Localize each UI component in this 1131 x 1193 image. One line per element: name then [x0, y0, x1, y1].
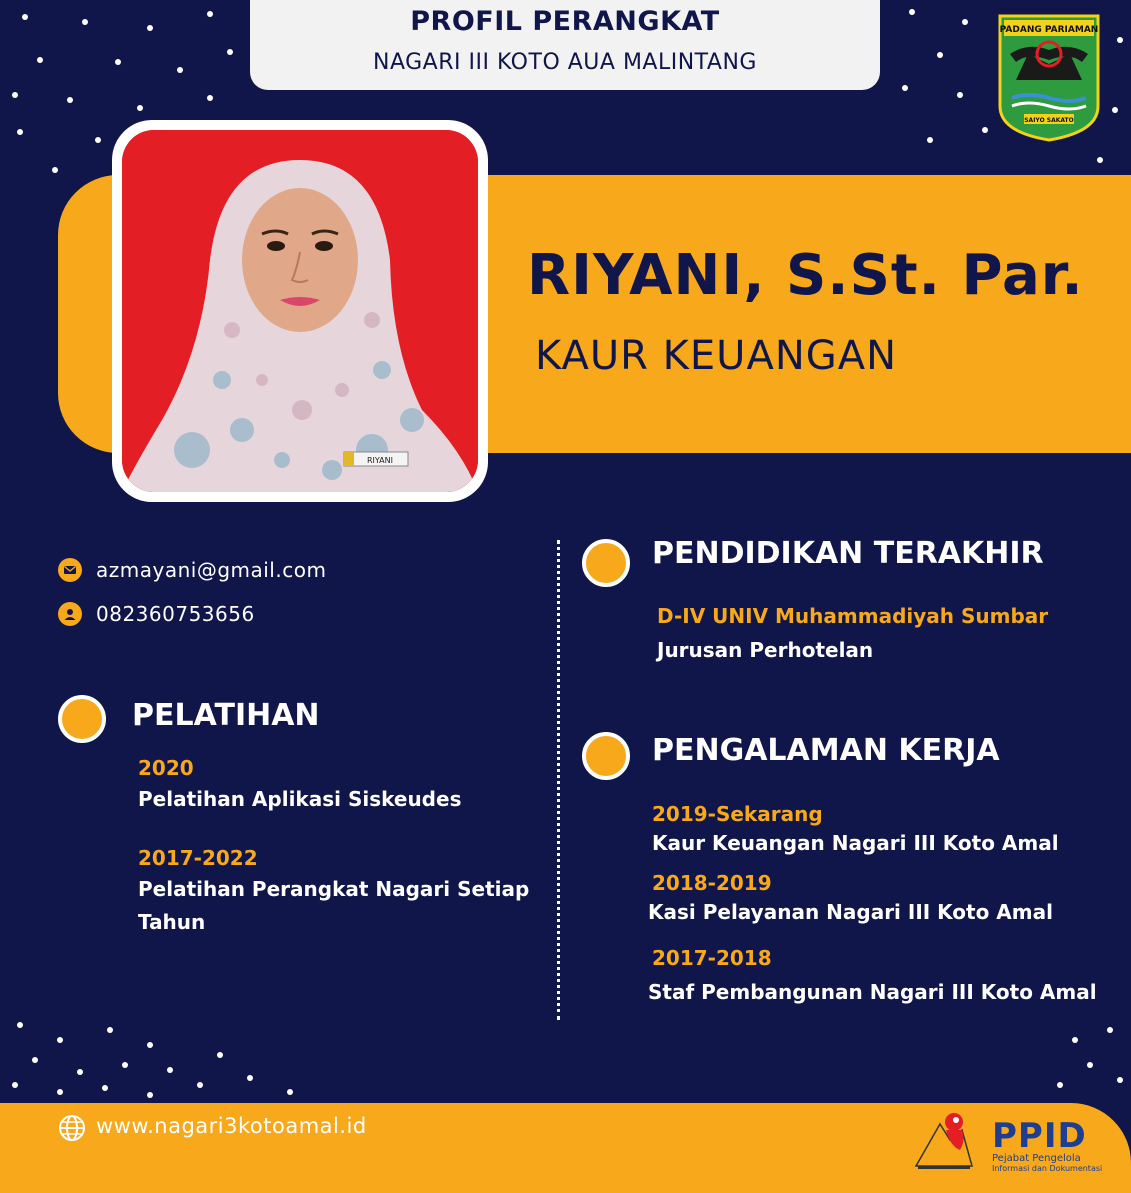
- pelatihan-desc-2: Pelatihan Perangkat Nagari Setiap: [138, 877, 530, 901]
- ppid-logo: [992, 1116, 1103, 1174]
- phone-text: 082360753656: [96, 602, 255, 626]
- phone-row: [58, 600, 255, 628]
- mascot-logo-icon: [910, 1110, 976, 1172]
- ppid-wordmark: PPID: [992, 1116, 1087, 1156]
- pelatihan-title: PELATIHAN: [132, 698, 320, 733]
- mail-icon: [58, 558, 82, 582]
- emblem-motto: SAIYO SAKATO: [1024, 117, 1074, 124]
- header-box: [250, 0, 880, 90]
- pengalaman-desc-2: Kasi Pelayanan Nagari III Koto Amal: [648, 900, 1053, 924]
- pengalaman-title: PENGALAMAN KERJA: [652, 733, 1000, 768]
- person-role: KAUR KEUANGAN: [535, 333, 898, 379]
- pelatihan-desc-1: Pelatihan Aplikasi Siskeudes: [138, 787, 462, 811]
- pengalaman-year-3: 2017-2018: [652, 946, 772, 970]
- pelatihan-year-1: 2020: [138, 756, 194, 780]
- pendidikan-major: Jurusan Perhotelan: [657, 638, 874, 662]
- email-row: [58, 556, 326, 584]
- globe-icon: [58, 1114, 86, 1142]
- ppid-line-2: Informasi dan Dokumentasi: [992, 1164, 1103, 1173]
- header-title: PROFIL PERANGKAT: [410, 6, 720, 37]
- pengalaman-desc-3: Staf Pembangunan Nagari III Koto Amal: [648, 980, 1097, 1004]
- header-subtitle: NAGARI III KOTO AUA MALINTANG: [373, 50, 757, 75]
- user-icon: [58, 602, 82, 626]
- person-name: RIYANI, S.St. Par.: [527, 243, 1084, 308]
- pengalaman-bullet-icon: [582, 732, 630, 780]
- pelatihan-year-2: 2017-2022: [138, 846, 258, 870]
- pendidikan-school: D-IV UNIV Muhammadiyah Sumbar: [657, 604, 1049, 628]
- pengalaman-year-1: 2019-Sekarang: [652, 802, 823, 826]
- pendidikan-bullet-icon: [582, 539, 630, 587]
- pengalaman-year-2: 2018-2019: [652, 871, 772, 895]
- pengalaman-desc-1: Kaur Keuangan Nagari III Koto Amal: [652, 831, 1059, 855]
- ppid-line-1: Pejabat Pengelola: [992, 1153, 1081, 1164]
- email-text: azmayani@gmail.com: [96, 558, 327, 582]
- website-link[interactable]: www.nagari3kotoamal.id: [96, 1114, 367, 1138]
- emblem-top-text: PADANG PARIAMAN: [999, 25, 1099, 35]
- pelatihan-desc-2-cont: Tahun: [138, 910, 206, 934]
- pendidikan-title: PENDIDIKAN TERAKHIR: [652, 536, 1044, 571]
- profile-photo: [122, 130, 478, 492]
- pelatihan-bullet-icon: [58, 695, 106, 743]
- padang-pariaman-emblem: [998, 14, 1100, 142]
- name-badge-text: RIYANI: [367, 456, 393, 465]
- column-divider: [557, 540, 560, 1020]
